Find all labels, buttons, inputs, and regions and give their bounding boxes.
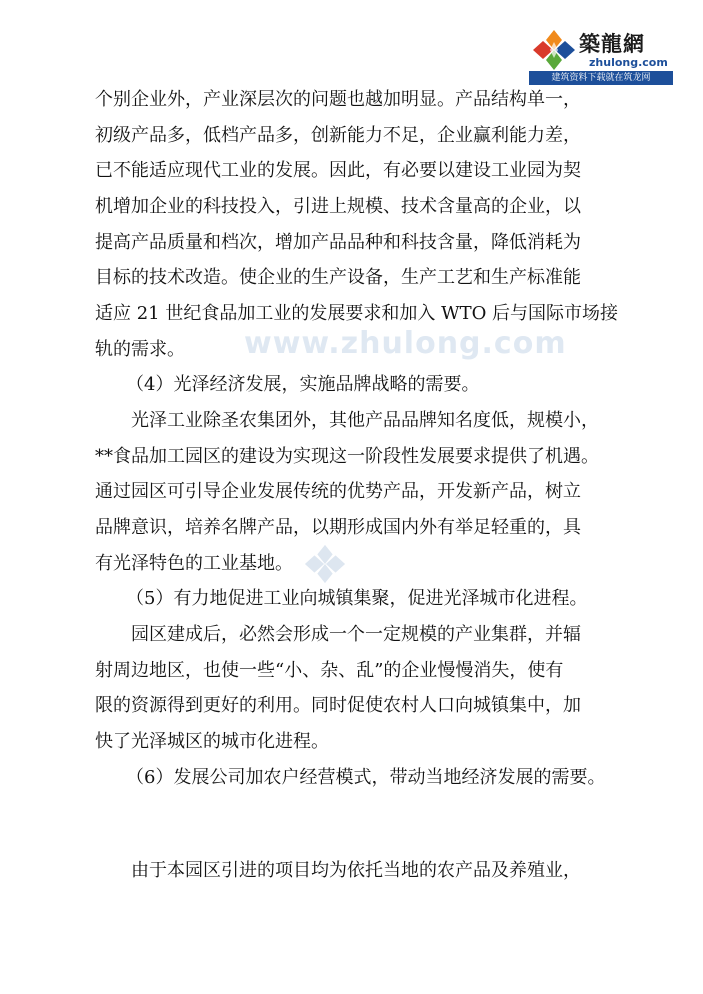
text-line: 个别企业外，产业深层次的问题也越加明显。产品结构单一， bbox=[95, 89, 581, 110]
text-line: 初级产品多，低档产品多，创新能力不足，企业赢利能力差， bbox=[95, 125, 581, 146]
text-line: 已不能适应现代工业的发展。因此，有必要以建设工业园为契 bbox=[95, 160, 581, 181]
text-line: 目标的技术改造。使企业的生产设备，生产工艺和生产标准能 bbox=[95, 267, 581, 288]
text-line: 品牌意识，培养名牌产品，以期形成国内外有举足轻重的，具 bbox=[95, 517, 581, 538]
watermark-text: www.zhulong.com bbox=[244, 326, 567, 361]
text-line: 适应 21 世纪食品加工业的发展要求和加入 WTO 后与国际市场接 bbox=[95, 303, 619, 324]
logo-tagline: 建筑资料下载就在筑龙网 bbox=[529, 71, 673, 85]
text-line: 园区建成后，必然会形成一个一定规模的产业集群，并辐 bbox=[131, 624, 581, 645]
text-line: 光泽工业除圣农集团外，其他产品品牌知名度低，规模小， bbox=[131, 410, 599, 431]
text-line: 快了光泽城区的城市化进程。 bbox=[95, 731, 329, 752]
section-heading-6: （6）发展公司加农户经营模式，带动当地经济发展的需要。 bbox=[126, 767, 606, 788]
text-line: 通过园区可引导企业发展传统的优势产品，开发新产品，树立 bbox=[95, 481, 581, 502]
text-line: **食品加工园区的建设为实现这一阶段性发展要求提供了机遇。 bbox=[95, 446, 599, 467]
logo-name: 築龍網 bbox=[579, 31, 645, 56]
text-line: 提高产品质量和档次，增加产品品种和科技含量，降低消耗为 bbox=[95, 232, 581, 253]
section-heading-4: （4）光泽经济发展，实施品牌战略的需要。 bbox=[126, 374, 480, 395]
text-line: 由于本园区引进的项目均为依托当地的农产品及养殖业， bbox=[131, 860, 581, 881]
section-heading-5: （5）有力地促进工业向城镇集聚，促进光泽城市化进程。 bbox=[126, 588, 588, 609]
text-line: 机增加企业的科技投入，引进上规模、技术含量高的企业，以 bbox=[95, 196, 581, 217]
text-line: 射周边地区，也使一些“小、杂、乱”的企业慢慢消失，使有 bbox=[95, 660, 564, 681]
text-line: 轨的需求。 bbox=[95, 339, 185, 360]
logo-domain: zhulong.com bbox=[589, 56, 668, 69]
text-line: 有光泽特色的工业基地。 bbox=[95, 553, 293, 574]
text-line: 限的资源得到更好的利用。同时促使农村人口向城镇集中，加 bbox=[95, 695, 581, 716]
